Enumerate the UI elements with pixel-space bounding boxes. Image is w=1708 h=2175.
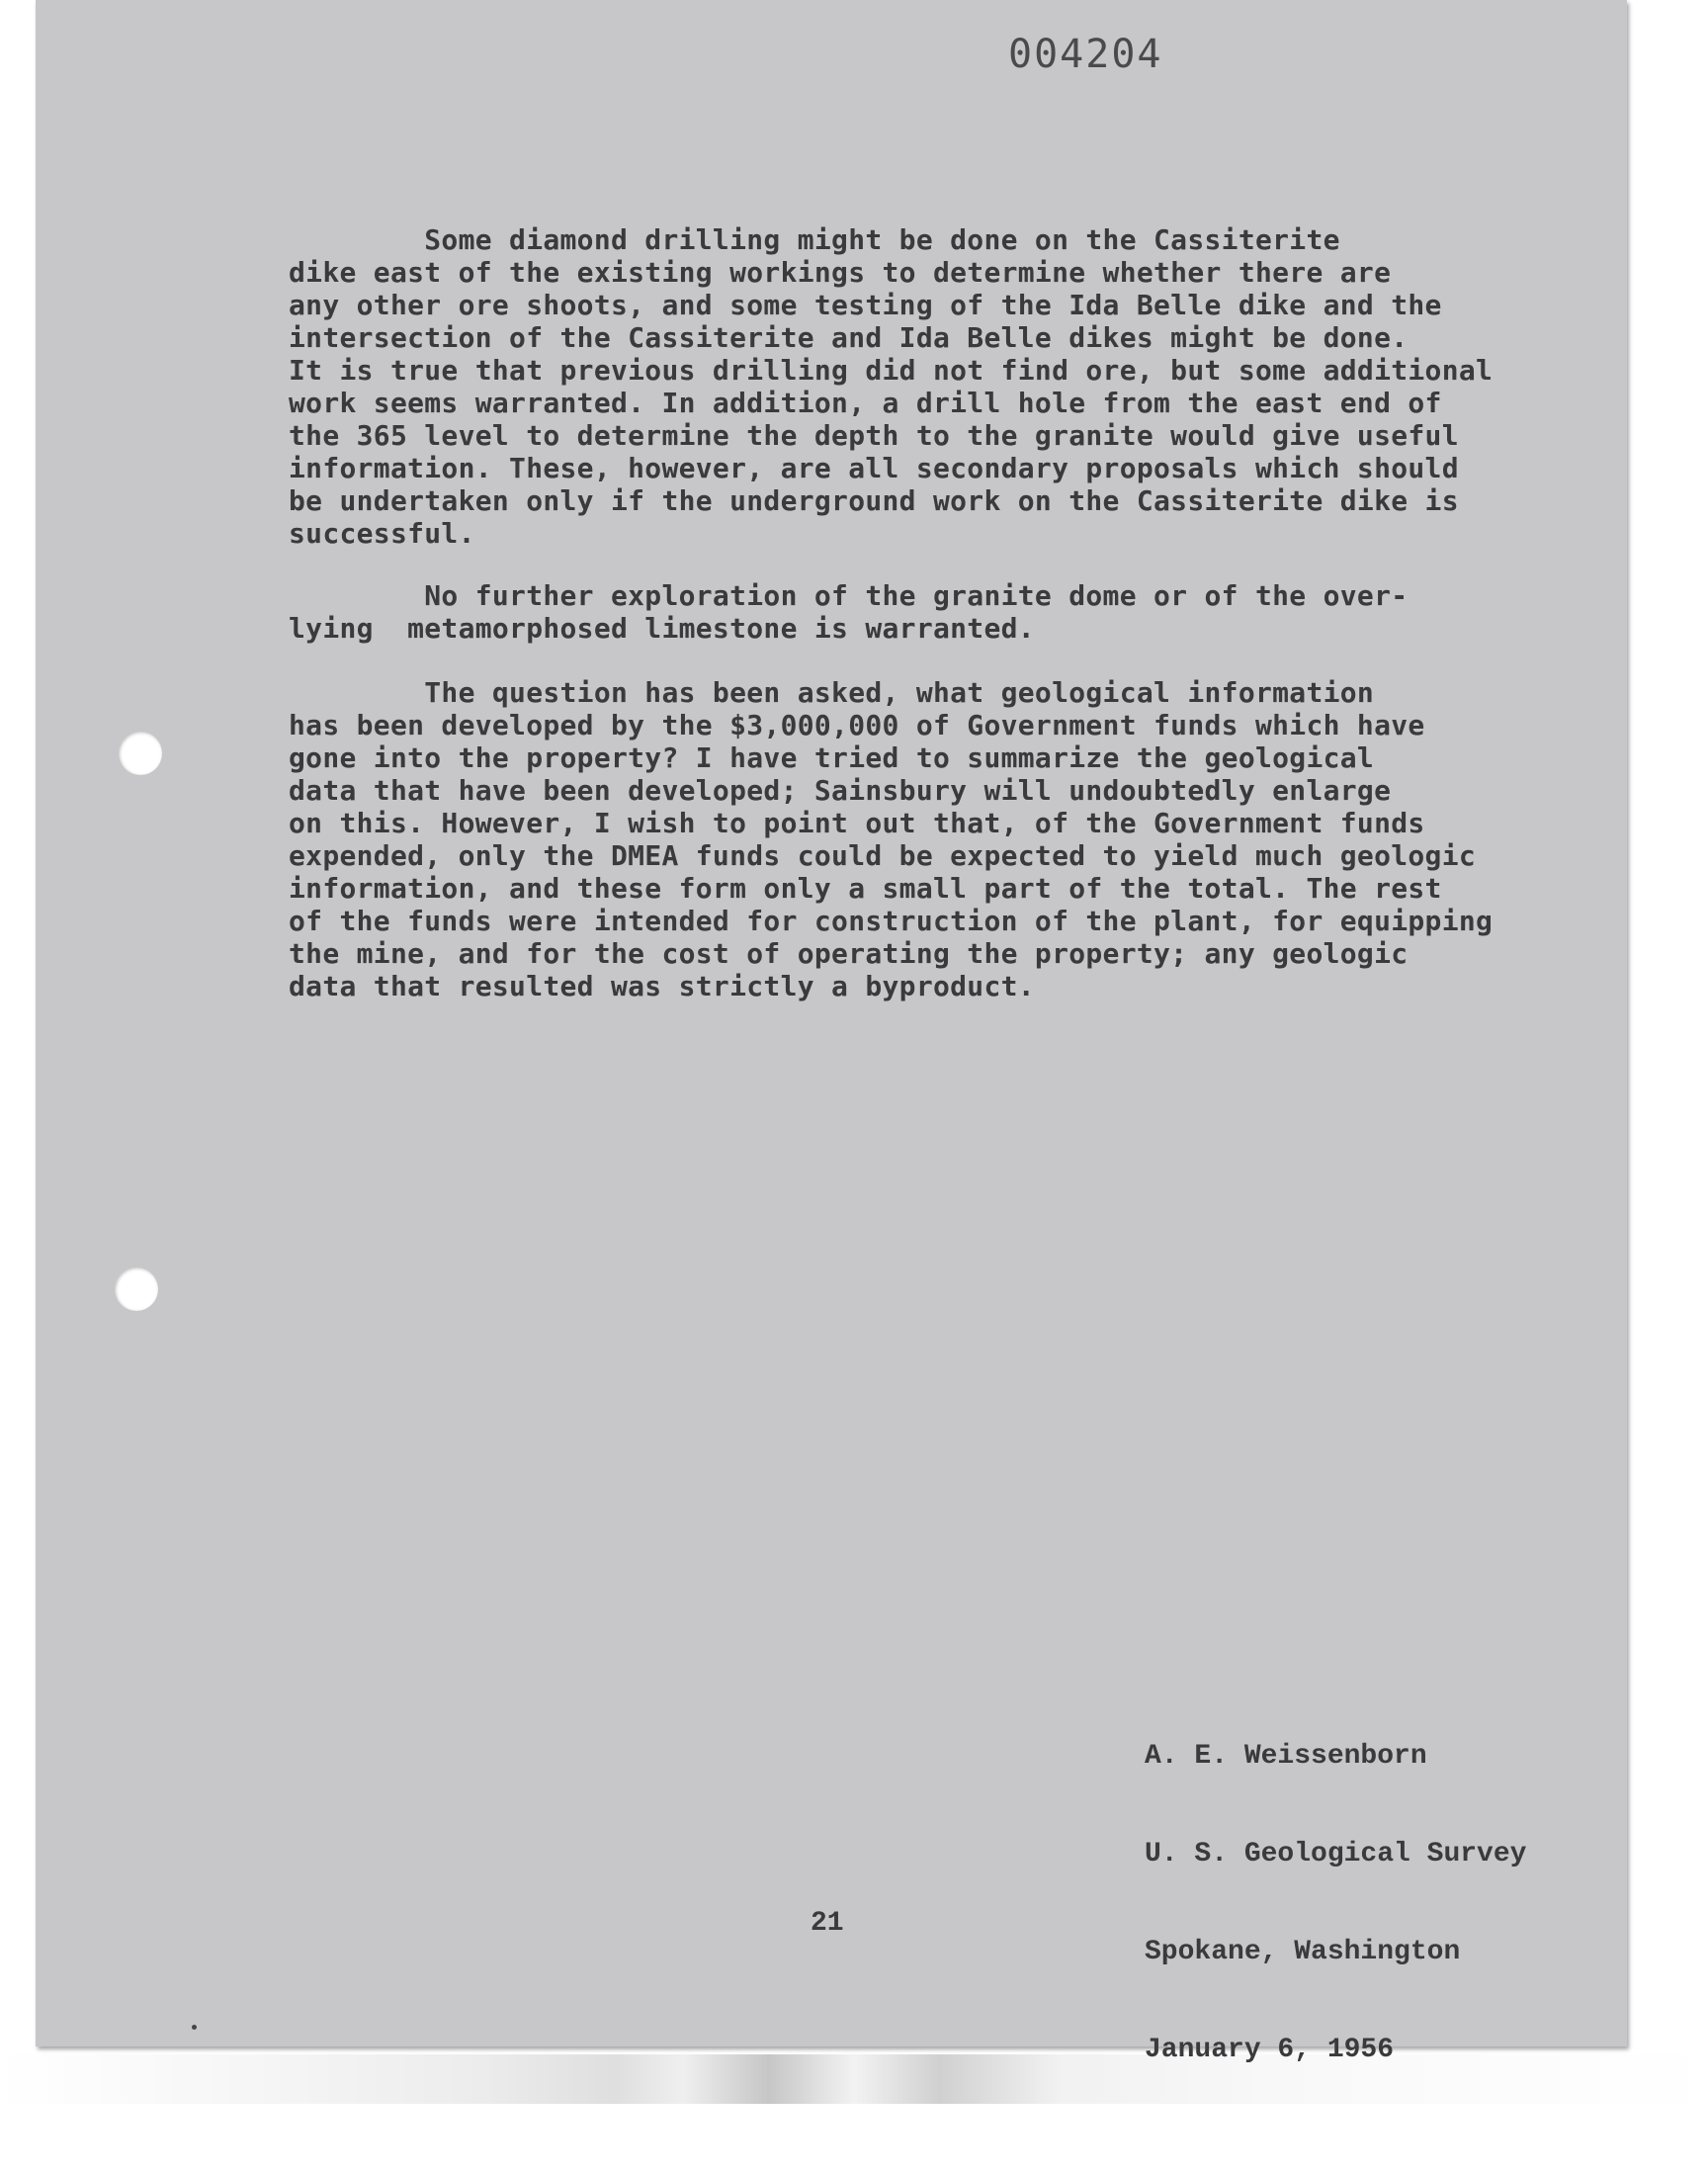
paragraph-drilling: Some diamond drilling might be done on the Cassiterite dike east of the existing workings to determine whether there are any other ore shoots, and some testing of the Ida Belle dike and the intersection of the Cassiterite and Ida Belle dikes might be done. It is true that previous drilling did not find ore, but some additional work seems warranted. In addition, a drill hole from the east end of the 365 level to determine the depth to the granite would give useful information. These, however, are all secondary proposals which should be undertaken only if the underground work on the Cassiterite dike is successful. [289,223,1494,550]
signature-date: January 6, 1956 [1145,2035,1395,2065]
punch-hole-upper [119,732,162,775]
punch-hole-lower [115,1267,158,1311]
scan-speck [192,2025,197,2030]
paragraph-government-funds: The question has been asked, what geological information has been developed by the $3,000,000 of Government funds which have gone into the property? I have tried to summarize the geological data that have been developed; Sainsbury will undoubtedly enlarge on this. However, I wish to point out that, of the Government funds expended, only the DMEA funds could be expected to yield much geologic information, and these form only a small part of the total. The rest of the funds were intended for construction of the plant, for equipping the mine, and for the cost of operating the property; any geologic data that resulted was strictly a byproduct. [289,676,1494,1002]
signature-organization: U. S. Geological Survey [1145,1839,1527,1870]
signature-block [1145,1675,1526,2099]
document-number: 004204 [1008,32,1163,77]
signature-name: A. E. Weissenborn [1145,1741,1427,1772]
paragraph-granite-dome: No further exploration of the granite dome or of the over- lying metamorphosed limestone is warranted. [289,579,1409,645]
signature-location: Spokane, Washington [1145,1937,1461,1967]
page-number: 21 [811,1908,844,1939]
